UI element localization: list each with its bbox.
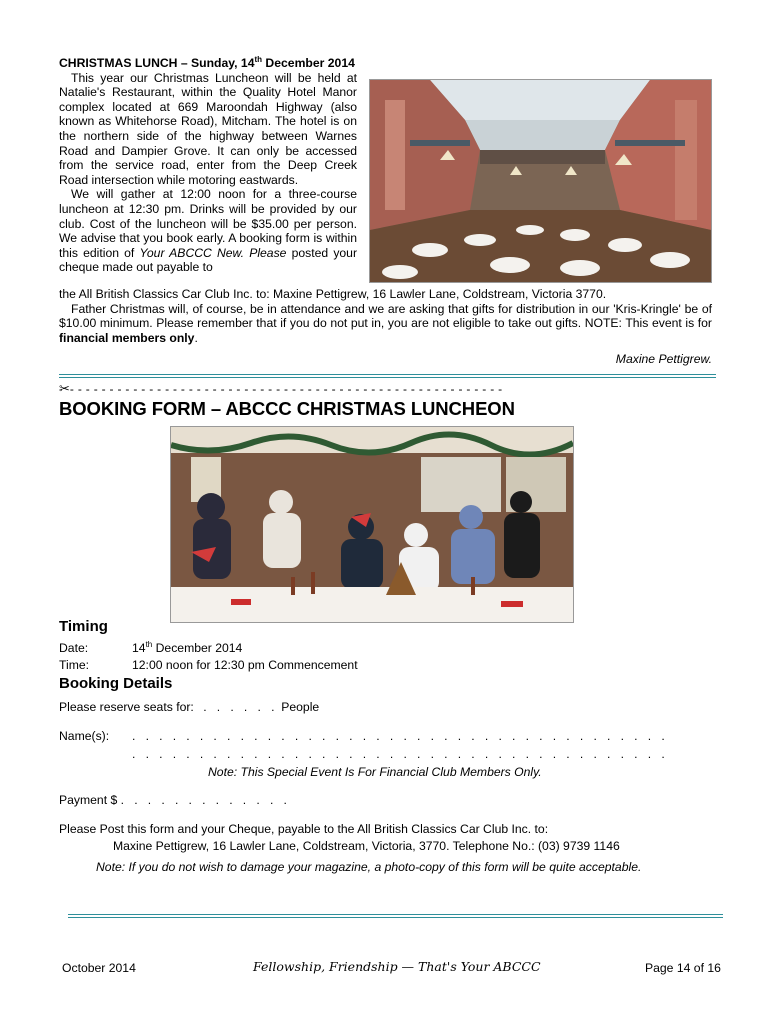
- article-heading: [59, 56, 357, 71]
- heading-text: CHRISTMAS LUNCH – Sunday, 14: [59, 56, 255, 70]
- names-label: Name(s):: [59, 729, 110, 743]
- magazine-name: Your ABCCC New. Please: [139, 245, 287, 260]
- reserve-seats-field[interactable]: . . . . . .: [203, 700, 278, 714]
- reserve-seats-row: [59, 700, 559, 715]
- footer-date: October 2014: [62, 961, 136, 975]
- date-month-year: December 2014: [152, 641, 243, 655]
- intro-paragraph-3-text: Father Christmas will, of course, be in attendance and we are asking that gifts for distribution in our 'Kris-Kringle' be of $10.00 minimum. Please remember that if you do not put in, you are not eligible to take out gifts. NOTE: This event is for: [59, 301, 712, 331]
- reserve-seats-suffix: People: [281, 700, 320, 714]
- date-sup: th: [145, 640, 153, 649]
- booking-details-heading: Booking Details: [59, 675, 173, 692]
- restaurant-photo-art: [370, 80, 711, 282]
- party-photo-art: [171, 427, 573, 622]
- heading-sup: th: [254, 55, 263, 64]
- party-photo: [170, 426, 574, 623]
- scissors-icon: ✂: [59, 382, 70, 397]
- names-field-line-2[interactable]: . . . . . . . . . . . . . . . . . . . . . . . . . . . . . . . . . . . . . . . .: [132, 747, 669, 761]
- date-value: [132, 641, 242, 655]
- cut-line: [59, 382, 719, 398]
- date-row: [59, 641, 559, 656]
- time-label: Time:: [59, 658, 90, 672]
- intro-paragraph-2-end: posted your cheque made out payable to: [59, 245, 358, 275]
- cut-dashes: - - - - - - - - - - - - - - - - - - - - - - - - - - - - - - - - - - - - - - - - - - - - - - - - - - - - - - -: [69, 382, 503, 396]
- timing-heading: Timing: [59, 618, 108, 635]
- booking-title: BOOKING FORM – ABCCC CHRISTMAS LUNCHEON: [59, 398, 515, 419]
- photocopy-note: Note: If you do not wish to damage your magazine, a photo-copy of this form will be quite acceptable.: [96, 860, 642, 874]
- reserve-seats-label: Please reserve seats for:: [59, 700, 194, 714]
- date-day: 14: [132, 641, 146, 655]
- heading-text-end: December 2014: [262, 56, 355, 70]
- time-value: 12:00 noon for 12:30 pm Commencement: [132, 658, 358, 672]
- signature: Maxine Pettigrew.: [615, 352, 712, 367]
- payment-row: [59, 793, 290, 808]
- names-field-line-1[interactable]: . . . . . . . . . . . . . . . . . . . . . . . . . . . . . . . . . . . . . . . .: [132, 729, 669, 743]
- payment-label: Payment $: [59, 793, 118, 807]
- article-intro: [59, 56, 357, 275]
- post-instructions: Please Post this form and your Cheque, payable to the All British Classics Car Club Inc. to:: [59, 822, 549, 836]
- footer-page-number: Page 14 of 16: [645, 961, 721, 975]
- post-address: Maxine Pettigrew, 16 Lawler Lane, Coldstream, Victoria, 3770. Telephone No.: (03) 9739 1146: [113, 839, 620, 853]
- intro-paragraph-1: This year our Christmas Luncheon will be held at Natalie's Restaurant, within the Quality Hotel Manor complex located at 669 Maroondah Highway (also known as Whitehorse Road), Mitcham. The hotel is on the northern side of the highway between Warnes Road and Dampier Grove. It can only be accessed from the service road, enter from the Deep Creek Road intersection while motoring eastwards.: [59, 70, 357, 187]
- divider-rule-top: [59, 374, 716, 378]
- date-label: Date:: [59, 641, 89, 655]
- intro-paragraph-2-tail: the All British Classics Car Club Inc. to: Maxine Pettigrew, 16 Lawler Lane, Coldstream, Victoria 3770.: [59, 287, 607, 301]
- footer-motto: Fellowship, Friendship — That's Your ABCCC: [253, 959, 541, 974]
- names-row: [59, 729, 669, 744]
- members-only-note: Note: This Special Event Is For Financial Club Members Only.: [208, 765, 542, 779]
- time-row: [59, 658, 559, 673]
- financial-members-emphasis: financial members only: [59, 330, 195, 345]
- intro-paragraph-2-text: We will gather at 12:00 noon for a three-course luncheon at 12:30 pm. Drinks will be provided by our club. Cost of the luncheon will be $35.00 per person. We advise that you book early. A booking form is within this edition of: [59, 187, 357, 260]
- restaurant-photo: [369, 79, 712, 283]
- intro-paragraph-2: [59, 187, 357, 275]
- intro-paragraph-3-end: .: [194, 330, 198, 345]
- intro-paragraph-3: [59, 302, 712, 346]
- intro-continuation: [59, 287, 712, 367]
- payment-field[interactable]: . . . . . . . . . . . . .: [120, 793, 291, 807]
- divider-rule-bottom: [68, 914, 723, 918]
